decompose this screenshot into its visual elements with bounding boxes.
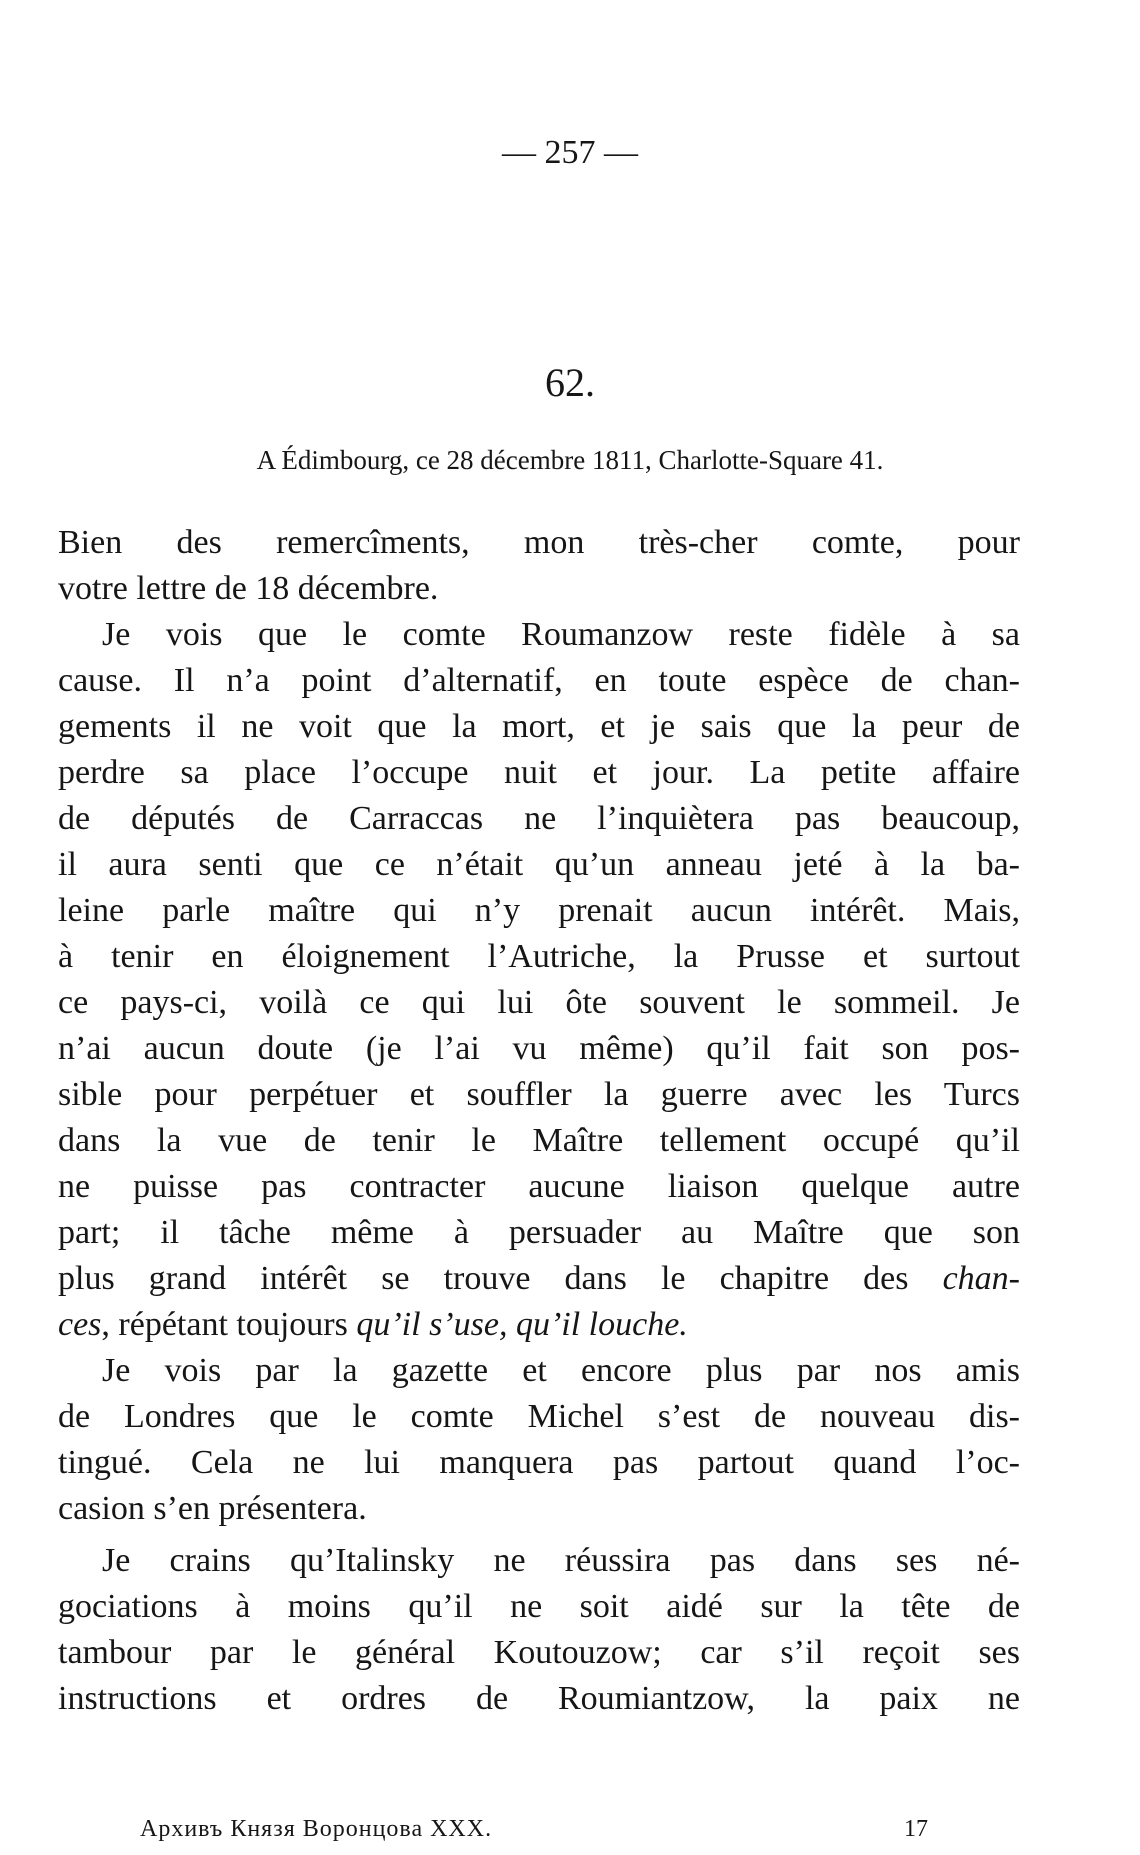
text-line-chances — [58, 1256, 1020, 1302]
text-run: plus grand intérêt se trouve dans le chapitre des — [58, 1260, 943, 1297]
text-line: votre lettre de 18 décembre. — [58, 570, 439, 607]
text-line: Je vois par la gazette et encore plus par nos amis — [102, 1352, 1020, 1389]
text-line: part; il tâche même à persuader au Maître que son — [58, 1214, 1020, 1251]
text-line: gociations à moins qu’il ne soit aidé sur la tête de — [58, 1588, 1020, 1625]
text-line: n’ai aucun doute (je l’ai vu même) qu’il fait son pos- — [58, 1030, 1020, 1067]
text-line: instructions et ordres de Roumiantzow, la paix ne — [58, 1680, 1020, 1717]
text-line: ne puisse pas contracter aucune liaison quelque autre — [58, 1168, 1020, 1205]
text-line: sible pour perpétuer et souffler la guerre avec les Turcs — [58, 1076, 1020, 1113]
letter-number: 62. — [545, 360, 595, 405]
italic-text: chan- — [942, 1260, 1020, 1297]
text-line: tingué. Cela ne lui manquera pas partout quand l’oc- — [58, 1444, 1020, 1481]
text-line: leine parle maître qui n’y prenait aucun intérêt. Mais, — [58, 892, 1020, 929]
italic-text: ces — [58, 1306, 102, 1343]
italic-text: qu’il s’use, qu’il louche. — [356, 1306, 688, 1343]
text-run: , répétant toujours — [101, 1306, 357, 1343]
text-line: dans la vue de tenir le Maître tellement occupé qu’il — [58, 1122, 1020, 1159]
text-line: de Londres que le comte Michel s’est de nouveau dis- — [58, 1398, 1020, 1435]
text-line: Je crains qu’Italinsky ne réussira pas dans ses né- — [102, 1542, 1020, 1579]
text-line: de députés de Carraccas ne l’inquiètera pas beaucoup, — [58, 800, 1020, 837]
text-line: à tenir en éloignement l’Autriche, la Prusse et surtout — [58, 938, 1020, 975]
footer-archive-title: Архивъ Князя Воронцова XXX. — [140, 1816, 493, 1842]
text-line: gements il ne voit que la mort, et je sais que la peur de — [58, 708, 1020, 745]
dateline: A Édimbourg, ce 28 décembre 1811, Charlotte-Square 41. — [256, 445, 884, 475]
text-line: il aura senti que ce n’était qu’un anneau jeté à la ba- — [58, 846, 1020, 883]
text-line: Bien des remercîments, mon très-cher comte, pour — [58, 524, 1020, 561]
footer-signature-number: 17 — [904, 1816, 928, 1842]
text-line: tambour par le général Koutouzow; car s’il reçoit ses — [58, 1634, 1020, 1671]
text-line: perdre sa place l’occupe nuit et jour. La petite affaire — [58, 754, 1020, 791]
text-line: Je vois que le comte Roumanzow reste fidèle à sa — [102, 616, 1020, 653]
text-line: casion s’en présentera. — [58, 1490, 367, 1527]
text-line-repetant — [58, 1302, 1020, 1348]
text-line: cause. Il n’a point d’alternatif, en toute espèce de chan- — [58, 662, 1020, 699]
text-line: ce pays-ci, voilà ce qui lui ôte souvent le sommeil. Je — [58, 984, 1020, 1021]
page-number: — 257 — — [502, 134, 638, 171]
